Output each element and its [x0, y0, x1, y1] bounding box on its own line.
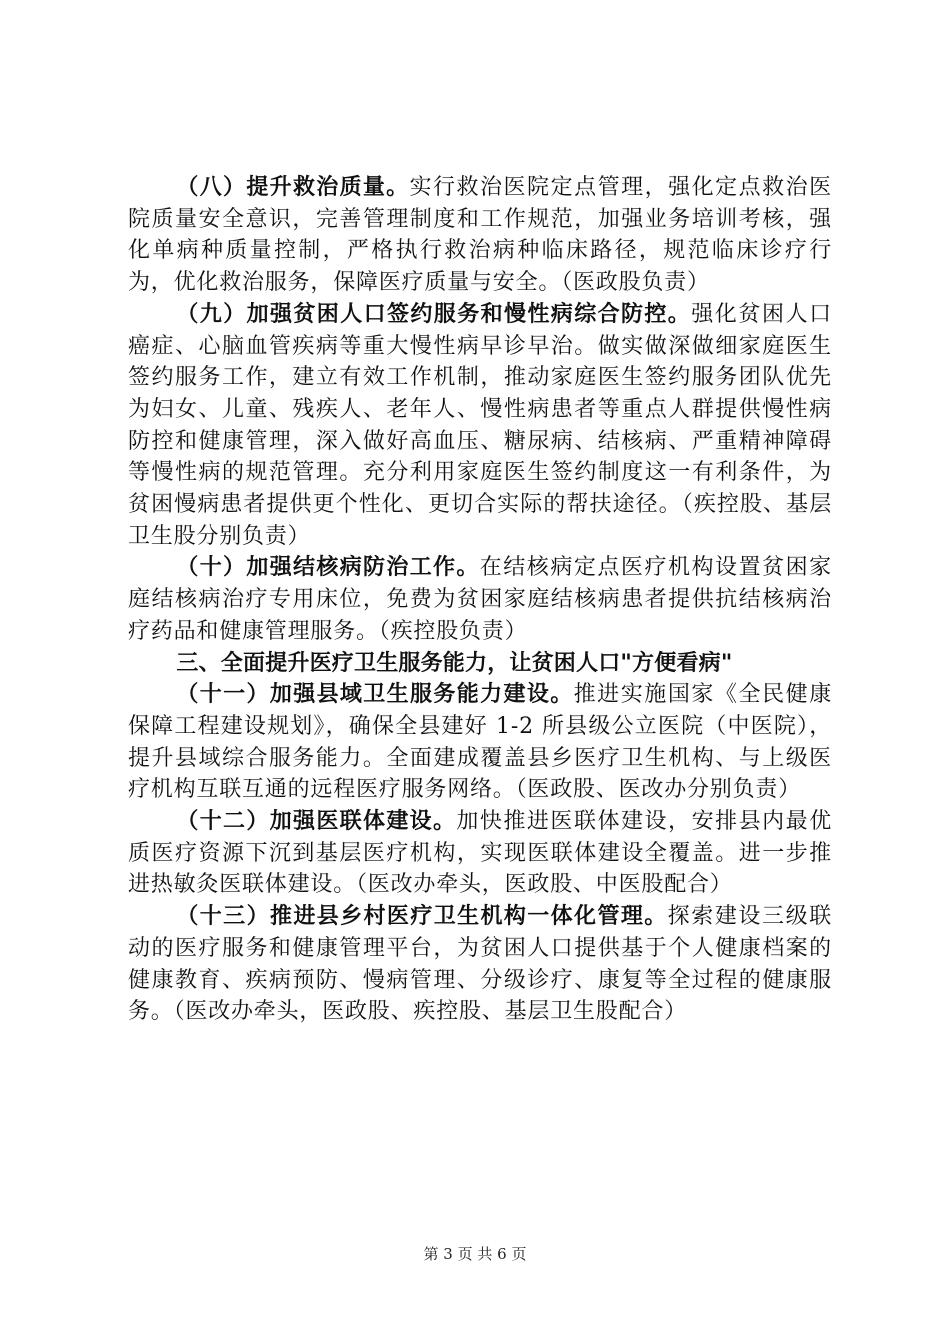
paragraph-heading: （十二）加强医联体建设。: [176, 809, 457, 835]
section-title: 三、全面提升医疗卫生服务能力，让贫困人口"方便看病": [176, 650, 733, 676]
paragraph-text: 推进实施国家《全民健康保障工程建设规划》，确保全县建好 1-2 所县级公立医院（中医院），提升县域综合服务能力。全面建成覆盖县乡医疗卫生机构、与上级医疗机构互联互通的远程医疗服务网络。（医政股、医改办分别负责）: [128, 682, 832, 803]
paragraph-text: 实行救治医院定点管理，强化定点救治医院质量安全意识，完善管理制度和工作规范，加强业务培训考核，强化单病种质量控制，严格执行救治病种临床路径，规范临床诊疗行为，优化救治服务，保障医疗质量与安全。（医政股负责）: [128, 175, 832, 296]
paragraph-item-9: [128, 299, 832, 553]
paragraph-heading: （十）加强结核病防治工作。: [176, 555, 480, 581]
page-number-footer: 第 3 页 共 6 页: [423, 1245, 527, 1263]
paragraph-item-11: [128, 679, 832, 806]
paragraph-text: 强化贫困人口癌症、心脑血管疾病等重大慢性病早诊早治。做实做深做细家庭医生签约服务工作，建立有效工作机制，推动家庭医生签约服务团队优先为妇女、儿童、残疾人、老年人、慢性病患者等重点人群提供慢性病防控和健康管理，深入做好高血压、糖尿病、结核病、严重精神障碍等慢性病的规范管理。充分利用家庭医生签约制度这一有利条件，为贫困慢病患者提供更个性化、更切合实际的帮扶途径。（疾控股、基层卫生股分别负责）: [128, 301, 832, 549]
document-body: [128, 172, 832, 1028]
paragraph-heading: （十三）推进县乡村医疗卫生机构一体化管理。: [176, 904, 668, 930]
paragraph-item-8: [128, 172, 832, 299]
paragraph-item-13: [128, 901, 832, 1028]
paragraph-heading: （十一）加强县域卫生服务能力建设。: [176, 682, 574, 708]
paragraph-item-10: [128, 552, 832, 647]
paragraph-item-12: [128, 806, 832, 901]
paragraph-text: 探索建设三级联动的医疗服务和健康管理平台，为贫困人口提供基于个人健康档案的健康教育、疾病预防、慢病管理、分级诊疗、康复等全过程的健康服务。（医改办牵头，医政股、疾控股、基层卫生股配合）: [128, 904, 832, 1025]
paragraph-text: 在结核病定点医疗机构设置贫困家庭结核病治疗专用床位，免费为贫困家庭结核病患者提供抗结核病治疗药品和健康管理服务。（疾控股负责）: [128, 555, 832, 644]
paragraph-heading: （八）提升救治质量。: [176, 175, 410, 200]
paragraph-heading: （九）加强贫困人口签约服务和慢性病综合防控。: [176, 301, 692, 327]
paragraph-text: 加快推进医联体建设，安排县内最优质医疗资源下沉到基层医疗机构，实现医联体建设全覆盖。进一步推进热敏灸医联体建设。（医改办牵头，医政股、中医股配合）: [128, 809, 832, 898]
